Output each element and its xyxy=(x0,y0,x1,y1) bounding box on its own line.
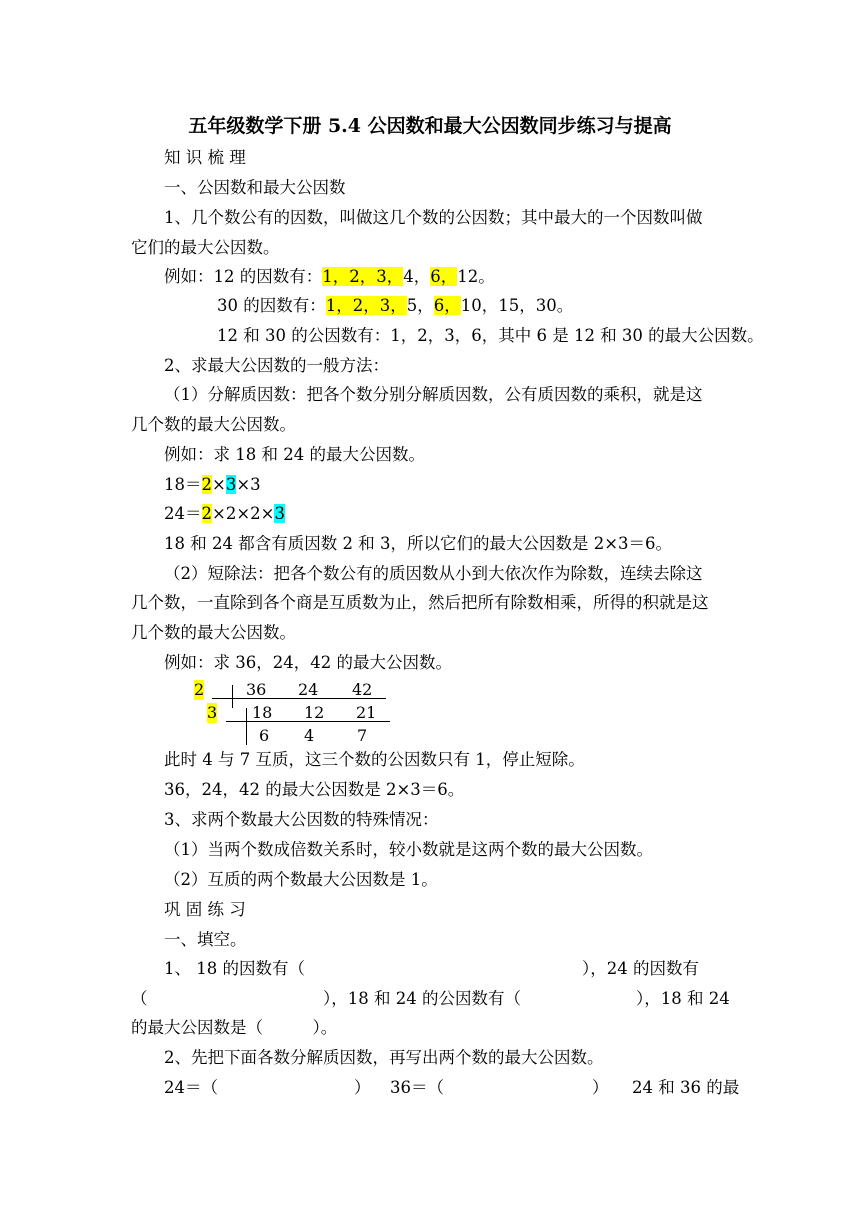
section-heading-practice: 巩 固 练 习 xyxy=(164,900,246,919)
example-factors-30 xyxy=(217,295,573,317)
question-2-text: 36＝（ xyxy=(390,1078,444,1097)
example-12-prefix: 例如：12 的因数有： xyxy=(164,267,323,286)
factorization-24 xyxy=(164,503,285,525)
highlight-common-factors: 1，2，3， xyxy=(325,296,407,315)
paragraph-definition-line1: 1、几个数公有的因数，叫做这几个数的公因数；其中最大的一个因数叫做 xyxy=(164,208,703,227)
question-1-text: ），18 和 24 的公因数有（ xyxy=(323,989,521,1008)
highlight-common-factor-6: 6， xyxy=(433,296,461,315)
quotient: 21 xyxy=(356,703,377,722)
method1-line1: （1）分解质因数：把各个数分别分解质因数，公有质因数的乘积，就是这 xyxy=(164,385,703,404)
question-1-text: 1、 18 的因数有（ xyxy=(164,959,305,978)
final-quotient: 6 xyxy=(259,726,270,745)
question-2-text: 24 和 36 的最 xyxy=(632,1078,740,1097)
example-30-prefix: 30 的因数有： xyxy=(217,296,326,315)
question-2: 2、先把下面各数分解质因数，再写出两个数的最大公因数。 xyxy=(164,1048,604,1067)
factorization-18-prefix: 18＝ xyxy=(164,475,202,494)
question-1-text: ），24 的因数有 xyxy=(582,959,699,978)
dividend: 42 xyxy=(352,680,373,699)
method1-example: 例如：求 18 和 24 的最大公因数。 xyxy=(164,445,425,464)
question-2-text: ） xyxy=(354,1078,371,1097)
factorization-18 xyxy=(164,474,261,496)
heading-common-factor: 一、公因数和最大公因数 xyxy=(164,178,346,197)
heading-special-cases: 3、求两个数最大公因数的特殊情况： xyxy=(164,810,439,829)
question-1-text: ），18 和 24 xyxy=(636,989,730,1008)
division-bracket-2 xyxy=(246,708,247,745)
question-1-line2 xyxy=(131,988,730,1010)
factorization-18-rest: ×3 xyxy=(236,475,261,494)
question-heading-fill: 一、填空。 xyxy=(164,930,247,949)
method2-line2: 几个数，一直除到各个商是互质数为止，然后把所有除数相乘，所得的积就是这 xyxy=(131,593,709,612)
highlight-factor-2: 2 xyxy=(201,504,212,523)
method2-note: 此时 4 与 7 互质，这三个数的公因数只有 1，停止短除。 xyxy=(164,750,585,769)
question-2-text: 24＝（ xyxy=(164,1078,218,1097)
quotient: 18 xyxy=(252,703,273,722)
method2-result: 36，24，42 的最大公因数是 2×3＝6。 xyxy=(164,780,465,799)
highlight-factor-2: 2 xyxy=(201,475,212,494)
method2-line3: 几个数的最大公因数。 xyxy=(131,623,296,642)
question-2-text: ） xyxy=(592,1078,609,1097)
special-case-2: （2）互质的两个数最大公因数是 1。 xyxy=(164,870,438,889)
highlight-common-factor-6: 6， xyxy=(430,267,458,286)
method1-line2: 几个数的最大公因数。 xyxy=(131,415,296,434)
example-12-tail: 12。 xyxy=(457,267,495,286)
example-common-factors: 12 和 30 的公因数有：1，2，3，6，其中 6 是 12 和 30 的最大公因数。 xyxy=(217,326,764,345)
factorization-24-rest: ×2×2× xyxy=(212,504,275,523)
highlight-factor-3: 3 xyxy=(225,475,237,494)
heading-general-method: 2、求最大公因数的一般方法： xyxy=(164,356,389,375)
page-title: 五年级数学下册 5.4 公因数和最大公因数同步练习与提高 xyxy=(188,115,672,137)
question-1-line3: 的最大公因数是（ ）。 xyxy=(131,1018,338,1037)
dividend: 36 xyxy=(246,680,267,699)
paragraph-definition-line2: 它们的最大公因数。 xyxy=(131,238,280,257)
factorization-24-prefix: 24＝ xyxy=(164,504,202,523)
method2-line1: （2）短除法：把各个数公有的质因数从小到大依次作为除数，连续去除这 xyxy=(164,564,703,583)
question-1-line1 xyxy=(164,958,699,980)
quotient: 12 xyxy=(304,703,325,722)
final-quotient: 7 xyxy=(357,726,368,745)
special-case-1: （1）当两个数成倍数关系时，较小数就是这两个数的最大公因数。 xyxy=(164,840,653,859)
question-1-text: （ xyxy=(131,989,148,1008)
highlight-factor-3: 3 xyxy=(274,504,285,523)
division-bracket-1 xyxy=(232,685,233,708)
final-quotient: 4 xyxy=(304,726,315,745)
times-sign: × xyxy=(212,475,226,494)
method2-example: 例如：求 36，24，42 的最大公因数。 xyxy=(164,653,452,672)
example-factors-12 xyxy=(164,266,495,288)
section-heading-knowledge: 知 识 梳 理 xyxy=(164,148,246,167)
dividend: 24 xyxy=(298,680,319,699)
example-30-mid: 5， xyxy=(406,296,434,315)
example-12-mid: 4， xyxy=(403,267,431,286)
divisor-2: 2 xyxy=(194,680,205,699)
method1-result: 18 和 24 都含有质因数 2 和 3，所以它们的最大公因数是 2×3＝6。 xyxy=(164,534,673,553)
question-2-line2 xyxy=(164,1077,740,1099)
example-30-tail: 10，15，30。 xyxy=(460,296,574,315)
divisor-3: 3 xyxy=(207,703,218,722)
highlight-common-factors: 1，2，3， xyxy=(322,267,404,286)
